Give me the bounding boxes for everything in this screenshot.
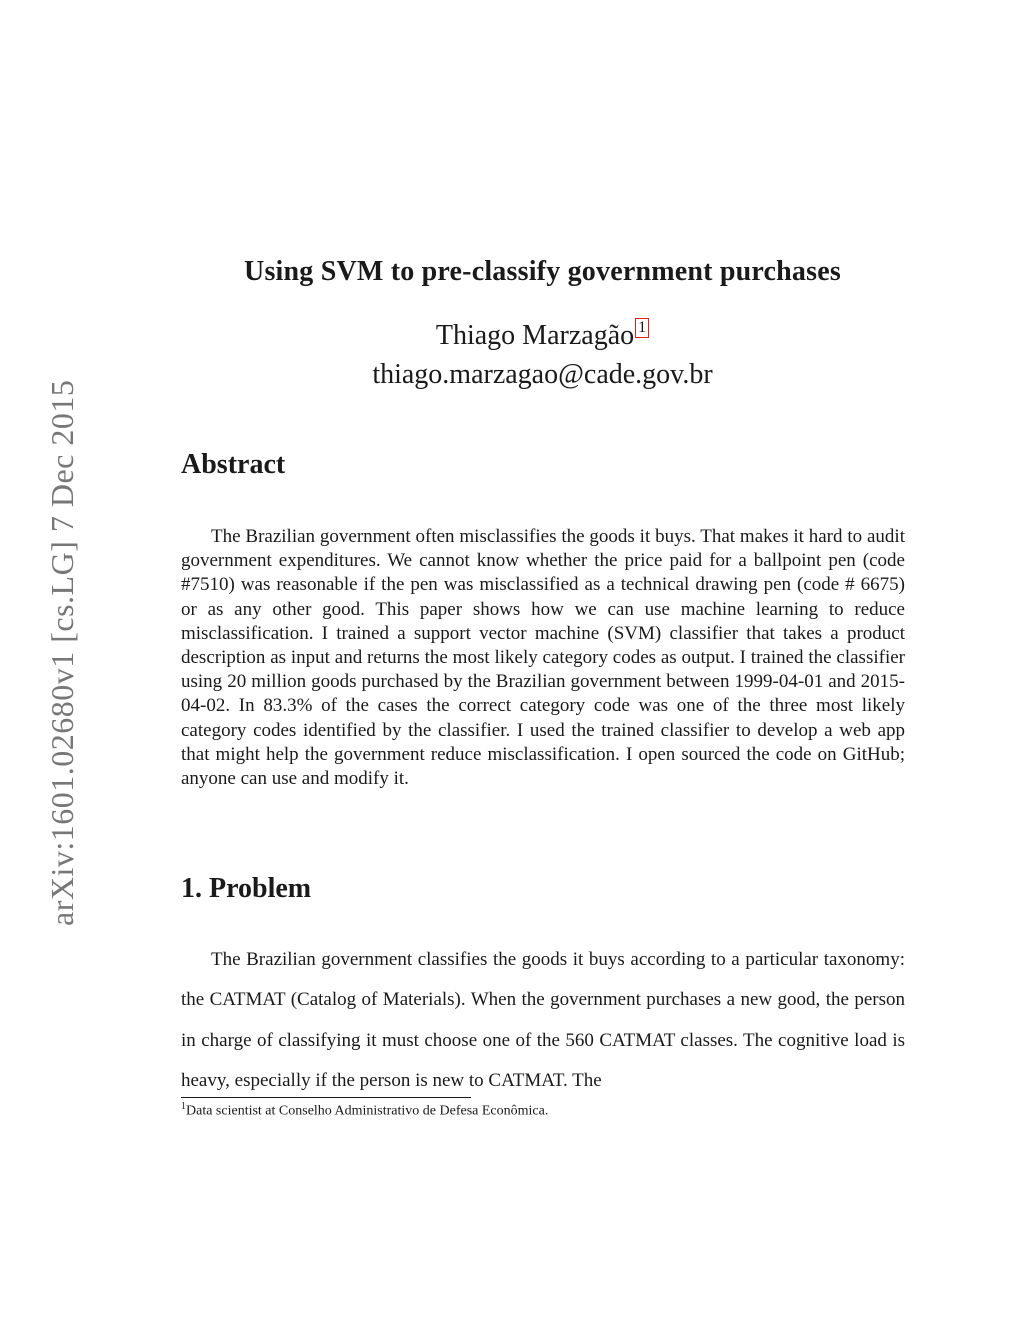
author-email: thiago.marzagao@cade.gov.br bbox=[372, 359, 713, 390]
abstract-heading: Abstract bbox=[181, 449, 286, 480]
footnote bbox=[181, 1101, 548, 1120]
arxiv-identifier-stamp: arXiv:1601.02680v1 [cs.LG] 7 Dec 2015 bbox=[44, 379, 80, 926]
paper-title: Using SVM to pre-classify government purchases bbox=[244, 256, 841, 287]
author-footnote-link[interactable]: 1 bbox=[635, 318, 649, 338]
author-line bbox=[180, 318, 905, 352]
footnote-marker: 1 bbox=[181, 1101, 186, 1112]
footnote-text: Data scientist at Conselho Administrativo de Defesa Econômica. bbox=[186, 1103, 549, 1119]
author-name: Thiago Marzagão bbox=[435, 320, 635, 351]
footnote-divider bbox=[181, 1097, 471, 1098]
section-problem-text: The Brazilian government classifies the goods it buys according to a particular taxonomy: the CATMAT (Catalog of Materials). When the government purchases a new good, the person in charge of classifying it must choose one of the 560 CATMAT classes. The cognitive load is heavy, especially if the person is new to CATMAT. The bbox=[181, 949, 905, 1091]
abstract-text: The Brazilian government often misclassifies the goods it buys. That makes it hard to audit government expenditures. We cannot know whether the price paid for a ballpoint pen (code #7510) was reasonable if the pen was misclassified as a technical drawing pen (code # 6675) or as any other good. This paper shows how we can use machine learning to reduce misclassification. I trained a support vector machine (SVM) classifier that takes a product description as input and returns the most likely category codes as output. I trained the classifier using 20 million goods purchased by the Brazilian government between 1999-04-01 and 2015-04-02. In 83.3% of the cases the correct category code was one of the three most likely category codes identified by the classifier. I used the trained classifier to develop a web app that might help the government reduce misclassification. I open sourced the code on GitHub; anyone can use and modify it. bbox=[181, 526, 905, 790]
section-heading-problem: 1. Problem bbox=[181, 873, 312, 904]
